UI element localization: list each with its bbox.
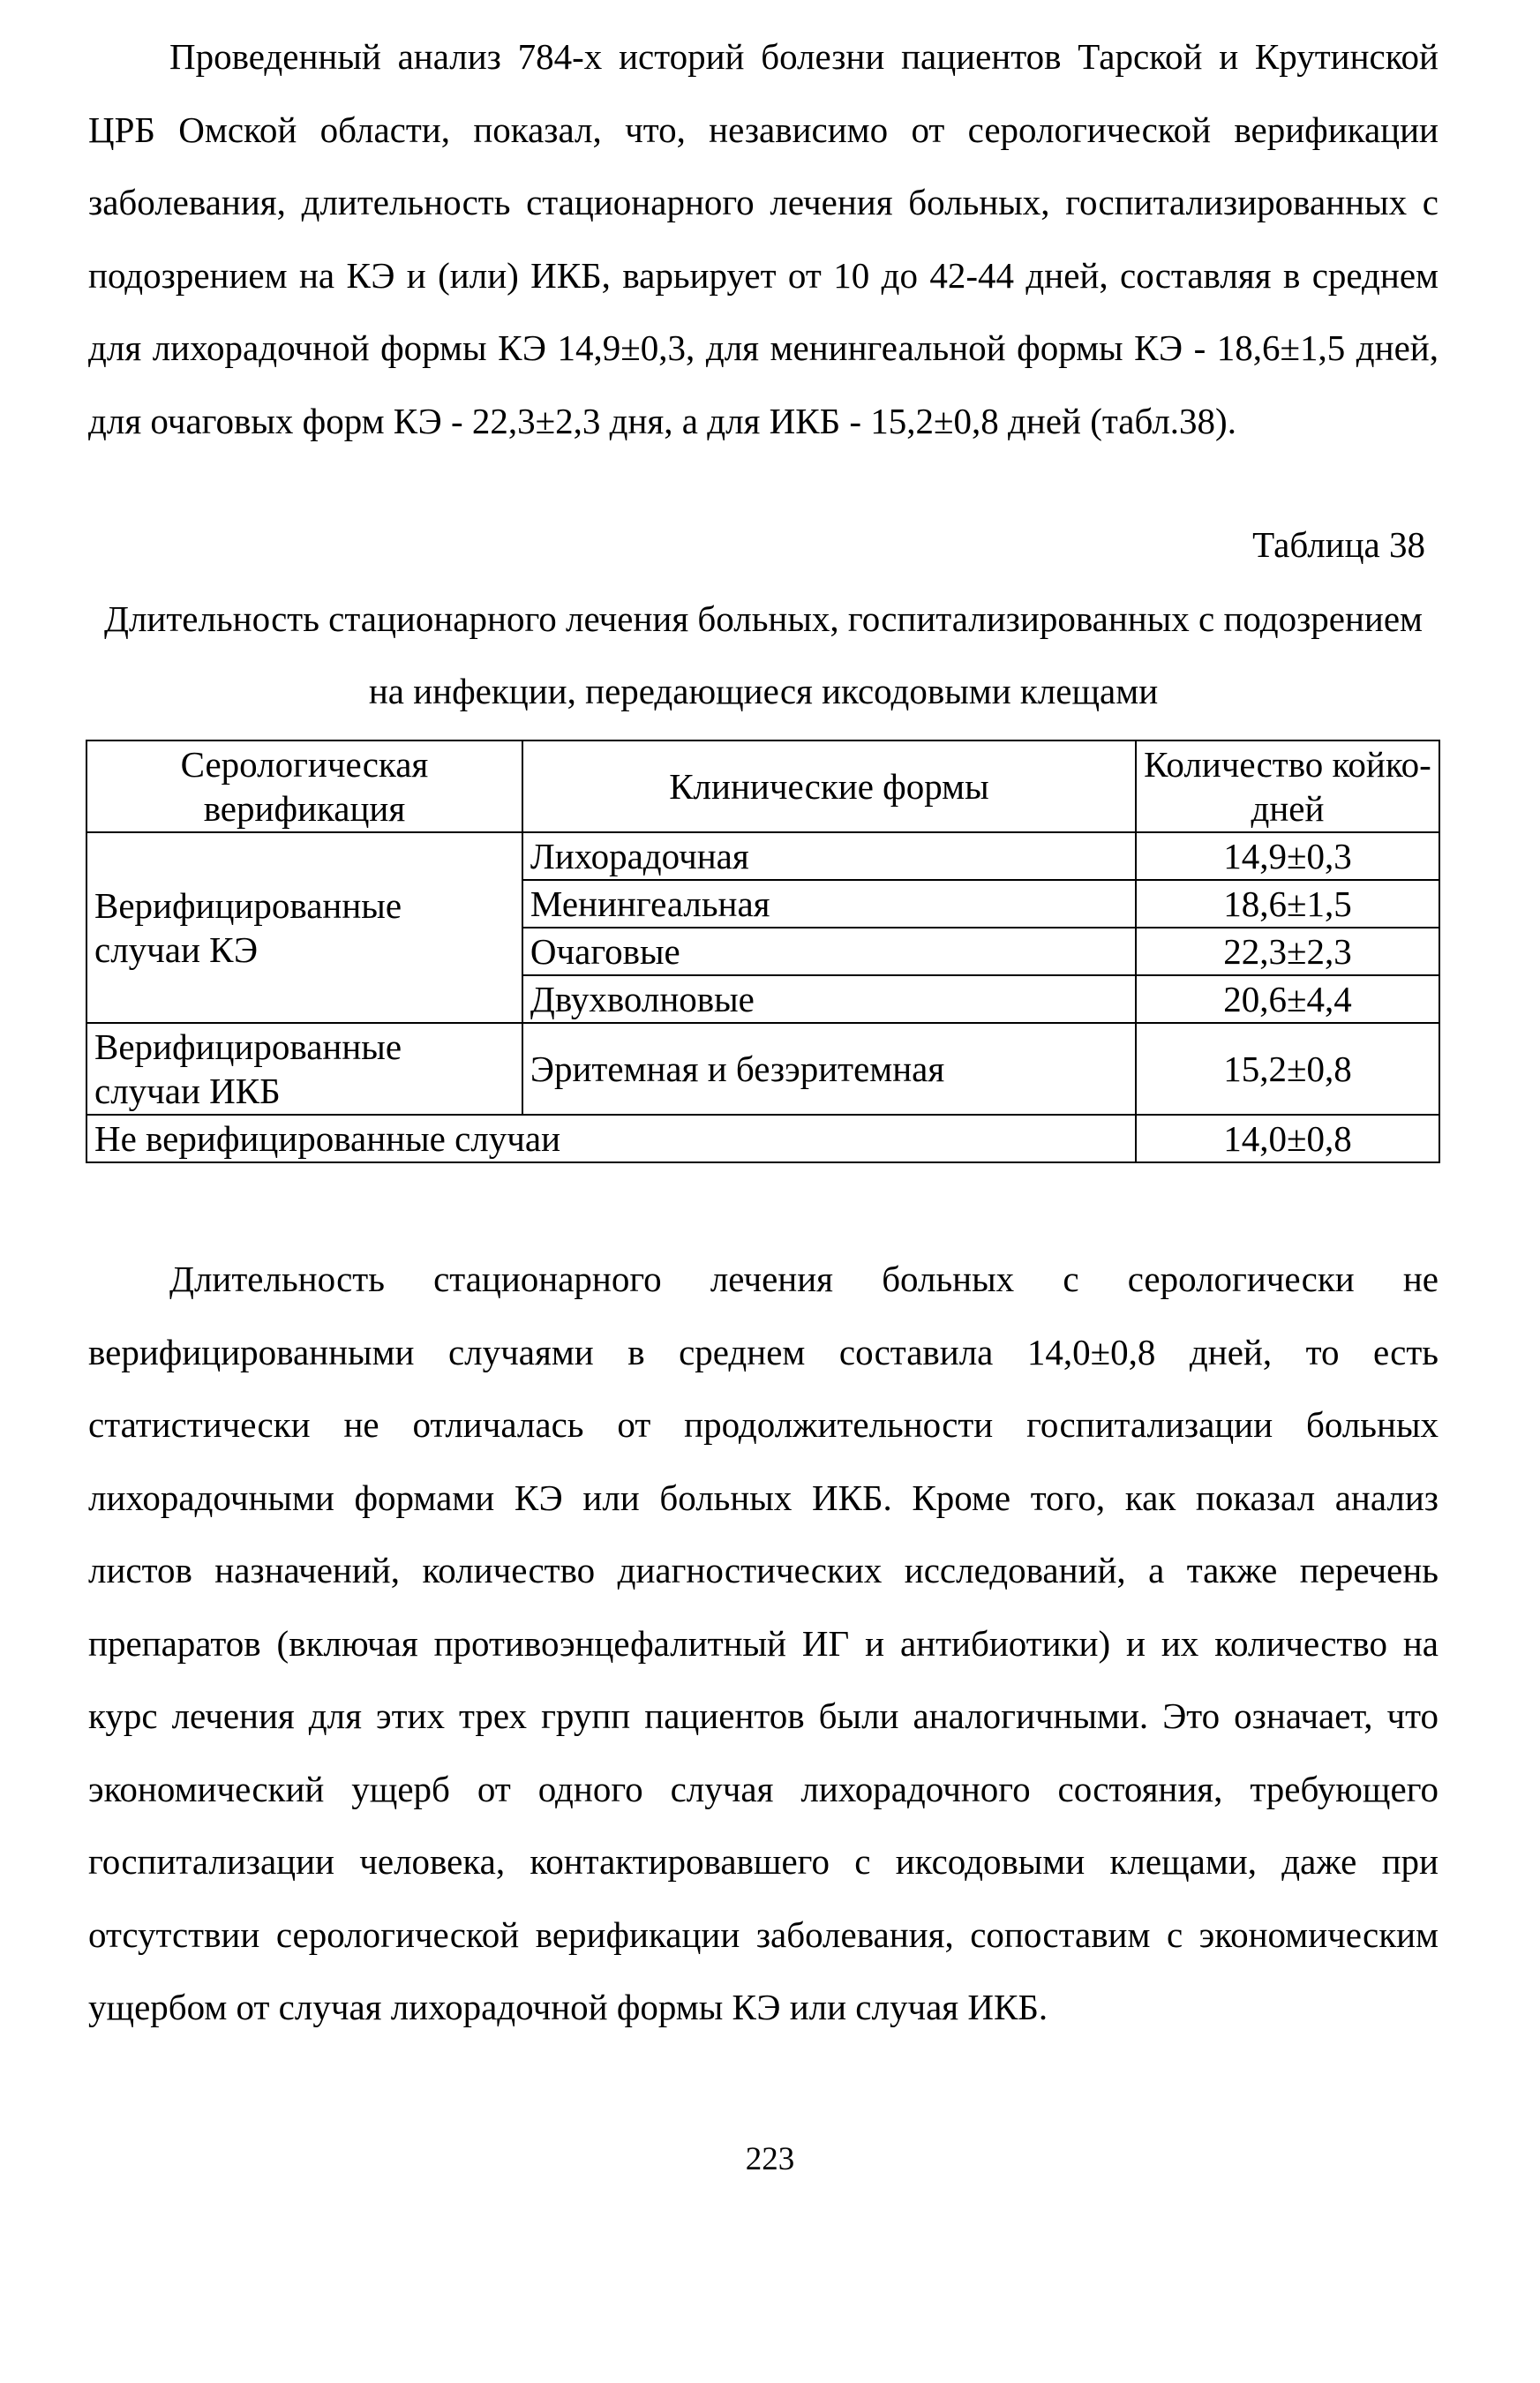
days-cell: 14,9±0,3 (1136, 832, 1439, 880)
header-clinical-forms: Клинические формы (522, 740, 1136, 832)
days-cell: 20,6±4,4 (1136, 975, 1439, 1023)
conclusion-paragraph: Длительность стационарного лечения больных с серологически не верифицированными случаями в среднем составила 14,0±0,8 дней, то есть статистически не отличалась от продолжительности госпитализации больных лихорадочными формами КЭ или больных ИКБ. Кроме того, как показал анализ листов назначений, количество диагностических исследований, а также перечень препаратов (включая противоэнцефалитный ИГ и антибиотики) и их количество на курс лечения для этих трех групп пациентов были аналогичными. Это означает, что экономический ущерб от одного случая лихорадочного состояния, требующего госпитализации человека, контактировавшего с иксодовыми клещами, даже при отсутствии серологической верификации заболевания, сопоставим с экономическим ущербом от случая лихорадочной формы КЭ или случая ИКБ. (88, 1259, 1439, 2027)
intro-paragraph: Проведенный анализ 784-х историй болезни пациентов Тарской и Крутинской ЦРБ Омской области, показал, что, независимо от серологической верификации заболевания, длительность стационарного лечения больных, госпитализированных с подозрением на КЭ и (или) ИКБ, варьирует от 10 до 42-44 дней, составляя в среднем для лихорадочной формы КЭ 14,9±0,3, для менингеальной формы КЭ - 18,6±1,5 дней, для очаговых форм КЭ - 22,3±2,3 дня, а для ИКБ - 15,2±0,8 дней (табл.38). (88, 36, 1439, 441)
days-cell: 22,3±2,3 (1136, 928, 1439, 975)
form-cell: Очаговые (522, 928, 1136, 975)
page-number: 223 (745, 2141, 795, 2177)
table-row (86, 1023, 1439, 1115)
table-label: Таблица 38 (1252, 524, 1425, 565)
form-cell: Двухволновые (522, 975, 1136, 1023)
group-ikb-cell: Верифицированные случаи ИКБ (86, 1023, 522, 1115)
days-cell: 14,0±0,8 (1136, 1115, 1439, 1162)
table-caption: Длительность стационарного лечения больных, госпитализированных с подозрением на инфекции, передающиеся иксодовыми клещами (104, 598, 1423, 711)
days-cell: 15,2±0,8 (1136, 1023, 1439, 1115)
table-row (86, 832, 1439, 880)
form-cell: Лихорадочная (522, 832, 1136, 880)
table-header-row (86, 740, 1439, 832)
form-cell: Менингеальная (522, 880, 1136, 928)
hospital-stay-table (86, 740, 1440, 1163)
days-cell: 18,6±1,5 (1136, 880, 1439, 928)
header-bed-days: Количество койко-дней (1136, 740, 1439, 832)
group-ke-cell: Верифицированные случаи КЭ (86, 832, 522, 1023)
unverified-cell: Не верифицированные случаи (86, 1115, 1136, 1162)
form-cell: Эритемная и безэритемная (522, 1023, 1136, 1115)
header-verification: Серологическая верификация (86, 740, 522, 832)
table-row (86, 1115, 1439, 1162)
